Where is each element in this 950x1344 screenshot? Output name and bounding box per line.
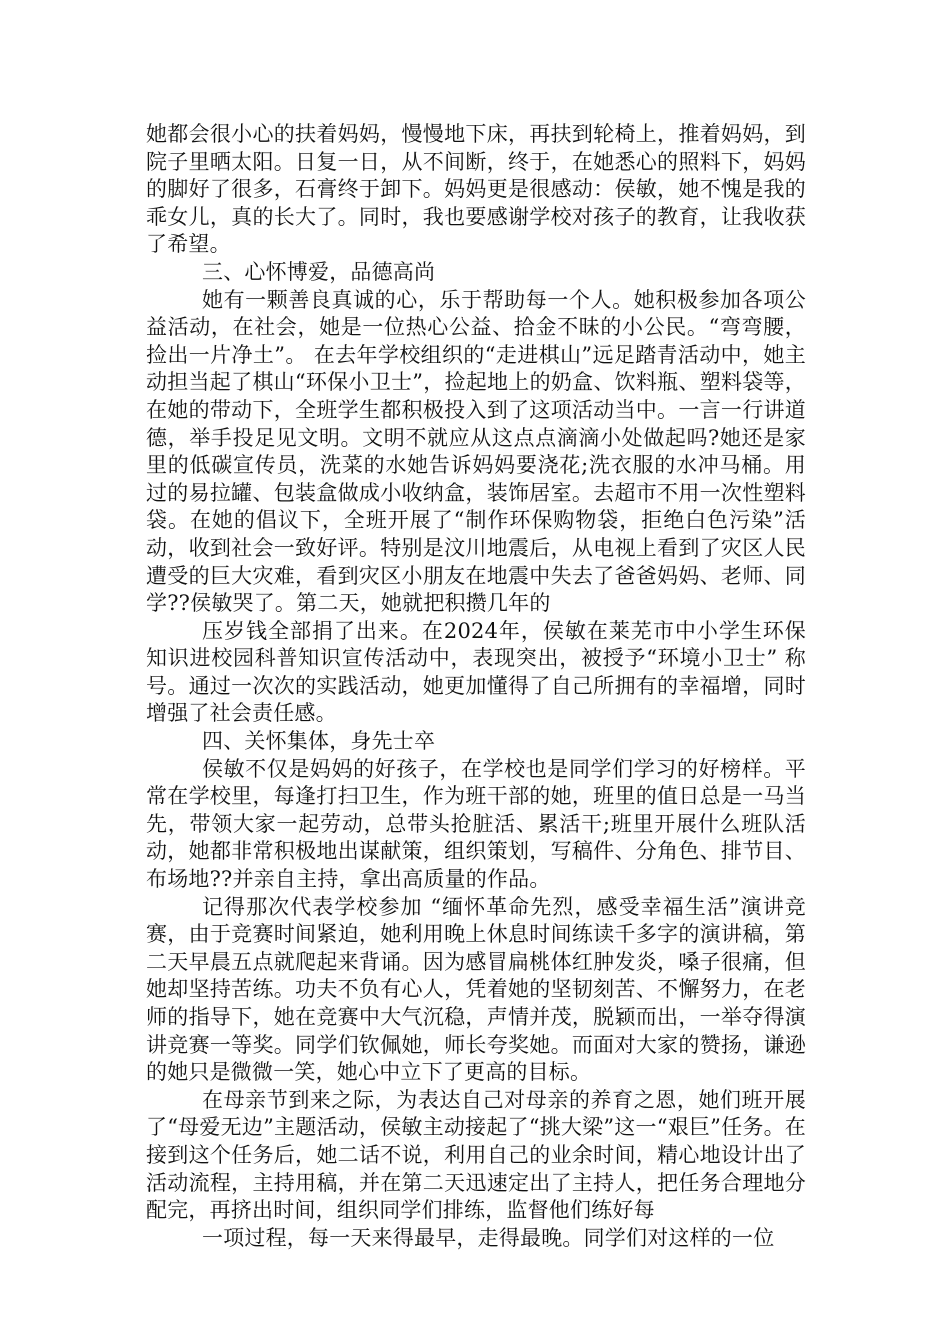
paragraph: 记得那次代表学校参加 “缅怀革命先烈，感受幸福生活”演讲竞赛，由于竞赛时间紧迫，她利用晚上休息时间练读千多字的演讲稿，第二天早晨五点就爬起来背诵。因为感冒扁桃体红肿发炎，嗓子很痛，但她却坚持苦练。功夫不负有心人，凭着她的坚韧刻苦、不懈努力，在老师的指导下，她在竞赛中大气沉稳，声情并茂，脱颖而出，一举夺得演讲竞赛一等奖。同学们钦佩她，师长夸奖她。而面对大家的赞扬，谦逊的她只是微微一笑，她心中立下了更高的目标。 xyxy=(146,894,806,1085)
paragraph-continuation: 她都会很小心的扶着妈妈，慢慢地下床，再扶到轮椅上，推着妈妈，到院子里晒太阳。日复一日，从不间断，终于，在她悉心的照料下，妈妈的脚好了很多，石膏终于卸下。妈妈更是很感动：侯敏，她不愧是我的乖女儿，真的长大了。同时，我也要感谢学校对孩子的教育，让我收获了希望。 xyxy=(146,122,806,257)
paragraph: 压岁钱全部捐了出来。在2024年，侯敏在莱芜市中小学生环保知识进校园科普知识宣传活动中，表现突出，被授予“环境小卫士” 称号。通过一次次的实践活动，她更加懂得了自己所拥有的幸福增，同时增强了社会责任感。 xyxy=(146,618,806,726)
document-body xyxy=(146,121,806,1252)
paragraph: 她有一颗善良真诚的心，乐于帮助每一个人。她积极参加各项公益活动，在社会，她是一位热心公益、拾金不昧的小公民。“弯弯腰，捡出一片净土”。 在去年学校组织的“走进棋山”远足踏青活动中，她主动担当起了棋山“环保小卫士”，捡起地上的奶盒、饮料瓶、塑料袋等，在她的带动下，全班学生都积极投入到了这项活动当中。一言一行讲道德，举手投足见文明。文明不就应从这点点滴滴小处做起吗?她还是家里的低碳宣传员，洗菜的水她告诉妈妈要浇花;洗衣服的水冲马桶。用过的易拉罐、包装盒做成小收纳盒，装饰居室。去超市不用一次性塑料袋。在她的倡议下，全班开展了“制作环保购物袋，拒绝白色污染”活动，收到社会一致好评。特别是汶川地震后，从电视上看到了灾区人民遭受的巨大灾难，看到灾区小朋友在地震中失去了爸爸妈妈、老师、同学??侯敏哭了。第二天，她就把积攒几年的 xyxy=(146,287,806,616)
paragraph: 在母亲节到来之际，为表达自己对母亲的养育之恩，她们班开展了“母爱无边”主题活动，侯敏主动接起了“挑大梁”这一“艰巨”任务。在接到这个任务后，她二话不说，利用自己的业余时间，精心地设计出了活动流程，主持用稿，并在第二天迅速定出了主持人，把任务合理地分配完，再挤出时间，组织同学们排练，监督他们练好每 xyxy=(146,1087,806,1223)
section-heading-4: 四、关怀集体，身先士卒 xyxy=(202,729,436,754)
section-heading-3: 三、心怀博爱，品德高尚 xyxy=(202,259,436,284)
paragraph: 一项过程，每一天来得最早，走得最晚。同学们对这样的一位 xyxy=(202,1225,775,1250)
paragraph: 侯敏不仅是妈妈的好孩子，在学校也是同学们学习的好榜样。平常在学校里，每逢打扫卫生，作为班干部的她，班里的值日总是一马当先，带领大家一起劳动，总带头抢脏活、累活干;班里开展什么班队活动，她都非常积极地出谋献策，组织策划，写稿件、分角色、排节目、布场地??并亲自主持，拿出高质量的作品。 xyxy=(146,756,806,892)
